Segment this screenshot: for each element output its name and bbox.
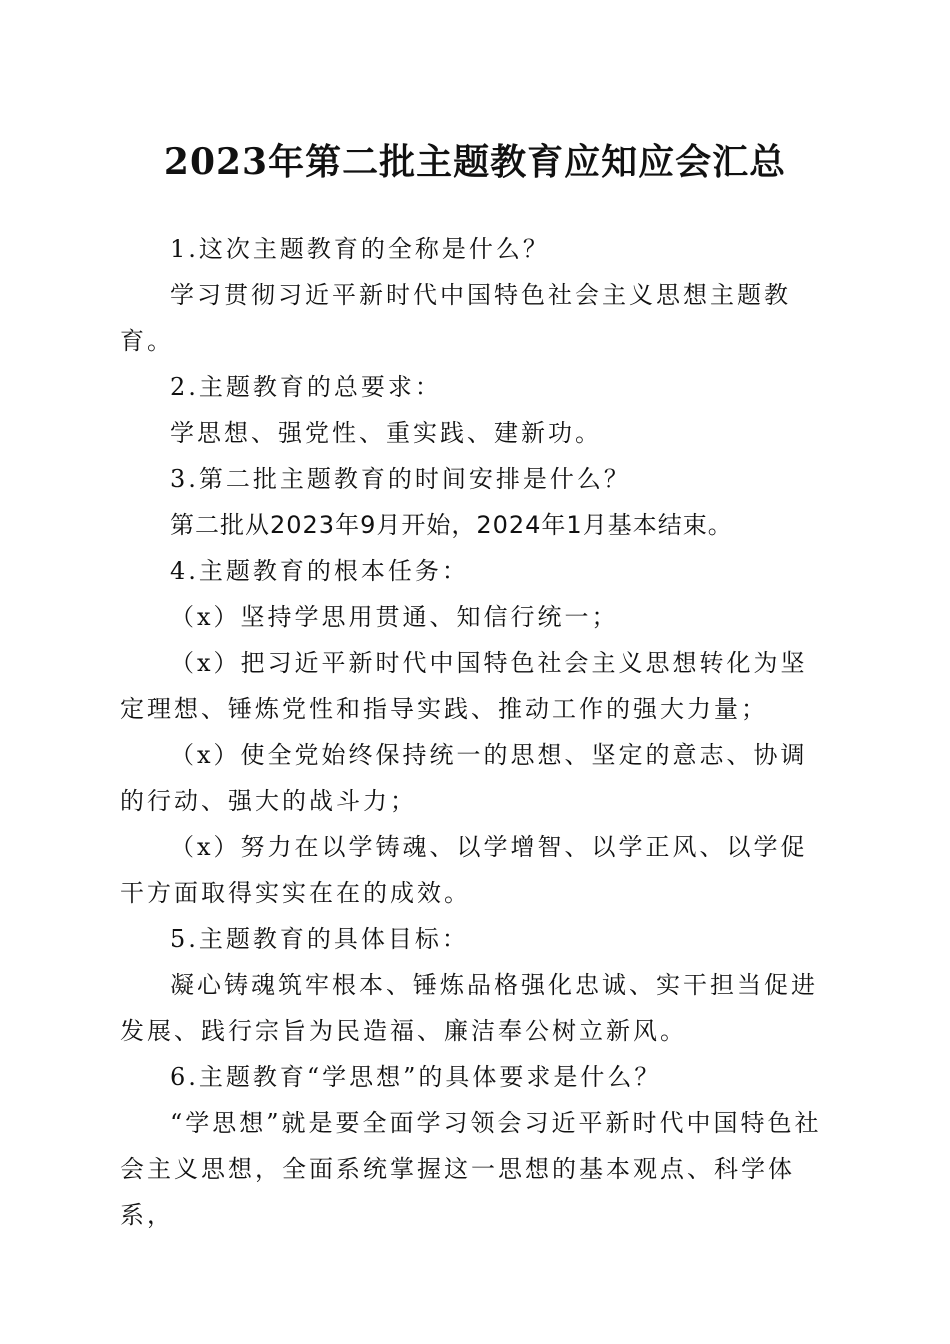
document-title: 2023年第二批主题教育应知应会汇总 — [163, 141, 787, 183]
paragraph-a5: 凝心铸魂筑牢根本、锤炼品格强化忠诚、实干担当促进发展、践行宗旨为民造福、廉洁奉公树立新风。 — [120, 971, 818, 1045]
paragraph-q1: 1.这次主题教育的全称是什么？ — [170, 235, 550, 263]
paragraph-a4-item2: （x）把习近平新时代中国特色社会主义思想转化为坚定理想、锤炼党性和指导实践、推动工作的强大力量； — [120, 649, 808, 723]
paragraph-q5: 5.主题教育的具体目标： — [170, 925, 469, 953]
document-body — [120, 226, 832, 1238]
paragraph-q4: 4.主题教育的根本任务： — [170, 557, 469, 585]
paragraph-a4-item1: （x）坚持学思用贯通、知信行统一； — [170, 603, 619, 631]
paragraph-a3: 第二批从2023年9月开始，2024年1月基本结束。 — [170, 511, 733, 539]
paragraph-q3: 3.第二批主题教育的时间安排是什么？ — [170, 465, 631, 493]
paragraph-a6: “学思想”就是要全面学习领会习近平新时代中国特色社会主义思想，全面系统掌握这一思想的基本观点、科学体系， — [120, 1109, 822, 1229]
paragraph-a2: 学思想、强党性、重实践、建新功。 — [170, 419, 602, 447]
paragraph-q6: 6.主题教育“学思想”的具体要求是什么？ — [170, 1063, 662, 1091]
paragraph-a1: 学习贯彻习近平新时代中国特色社会主义思想主题教育。 — [120, 281, 791, 355]
paragraph-a4-item3: （x）使全党始终保持统一的思想、坚定的意志、协调的行动、强大的战斗力； — [120, 741, 808, 815]
paragraph-q2: 2.主题教育的总要求： — [170, 373, 442, 401]
paragraph-a4-item4: （x）努力在以学铸魂、以学增智、以学正风、以学促干方面取得实实在在的成效。 — [120, 833, 808, 907]
